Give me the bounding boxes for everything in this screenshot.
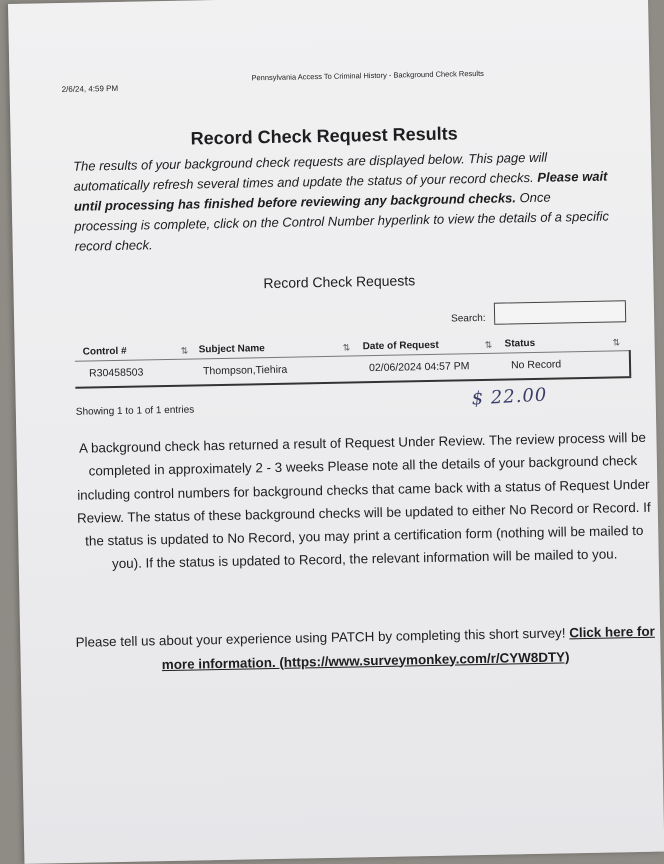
column-header-date-of-request[interactable]: Date of Request xyxy=(362,339,439,353)
control-number-link[interactable]: R30458503 xyxy=(88,366,144,380)
status-cell: No Record xyxy=(510,358,562,372)
entries-info: Showing 1 to 1 of 1 entries xyxy=(75,404,195,418)
sort-icon[interactable]: ⇅ xyxy=(484,339,493,350)
printed-page xyxy=(8,0,664,864)
table-border xyxy=(629,350,631,376)
search-input[interactable] xyxy=(494,300,626,325)
page-header-title: Pennsylvania Access To Criminal History - Background Check Results xyxy=(251,68,484,83)
survey-link[interactable]: Click here for more information. (https://www.surveymonkey.com/r/CYW8DTY) xyxy=(161,623,655,672)
column-header-control[interactable]: Control # xyxy=(82,345,127,358)
page-title: Record Check Request Results xyxy=(190,123,458,149)
subject-name-cell: Thompson,Tiehira xyxy=(202,363,288,378)
survey-paragraph xyxy=(70,620,661,678)
record-check-table xyxy=(74,330,631,387)
intro-paragraph xyxy=(73,147,610,257)
sort-icon[interactable]: ⇅ xyxy=(180,345,189,356)
column-header-subject-name[interactable]: Subject Name xyxy=(198,343,265,356)
review-notice-paragraph: A background check has returned a result of Request Under Review. The review process will be completed in approximately 2 - 3 weeks Please note all the details of your background check including control numbers for background checks that came back with a status of Request Under Review. The status of these background checks will be updated to either No Record or Record. If the status is updated to No Record, you may print a certification form (nothing will be mailed to you). If the status is updated to Record, the relevant information will be mailed to you. xyxy=(76,429,651,572)
table-bottom-border xyxy=(75,376,631,389)
date-of-request-cell: 02/06/2024 04:57 PM xyxy=(368,360,470,375)
intro-text: The results of your background check requests are displayed below. This page will automatically refresh several times and update the status of your record checks. xyxy=(72,149,548,194)
handwritten-fee-note: $ 22.00 xyxy=(471,384,548,410)
print-date: 2/6/24, 4:59 PM xyxy=(61,83,119,94)
section-title: Record Check Requests xyxy=(263,272,416,292)
survey-text: Please tell us about your experience using PATCH by completing this short survey! xyxy=(75,625,570,650)
sort-icon[interactable]: ⇅ xyxy=(612,337,621,348)
search-label: Search: xyxy=(451,312,486,325)
sort-icon[interactable]: ⇅ xyxy=(342,342,351,353)
column-header-status[interactable]: Status xyxy=(504,337,536,350)
intro-text-end: Once processing is complete, click on the Control Number hyperlink to view the details of a specific record check. xyxy=(74,189,610,254)
intro-bold-text: Please wait until processing has finished before reviewing any background checks. xyxy=(73,168,608,214)
